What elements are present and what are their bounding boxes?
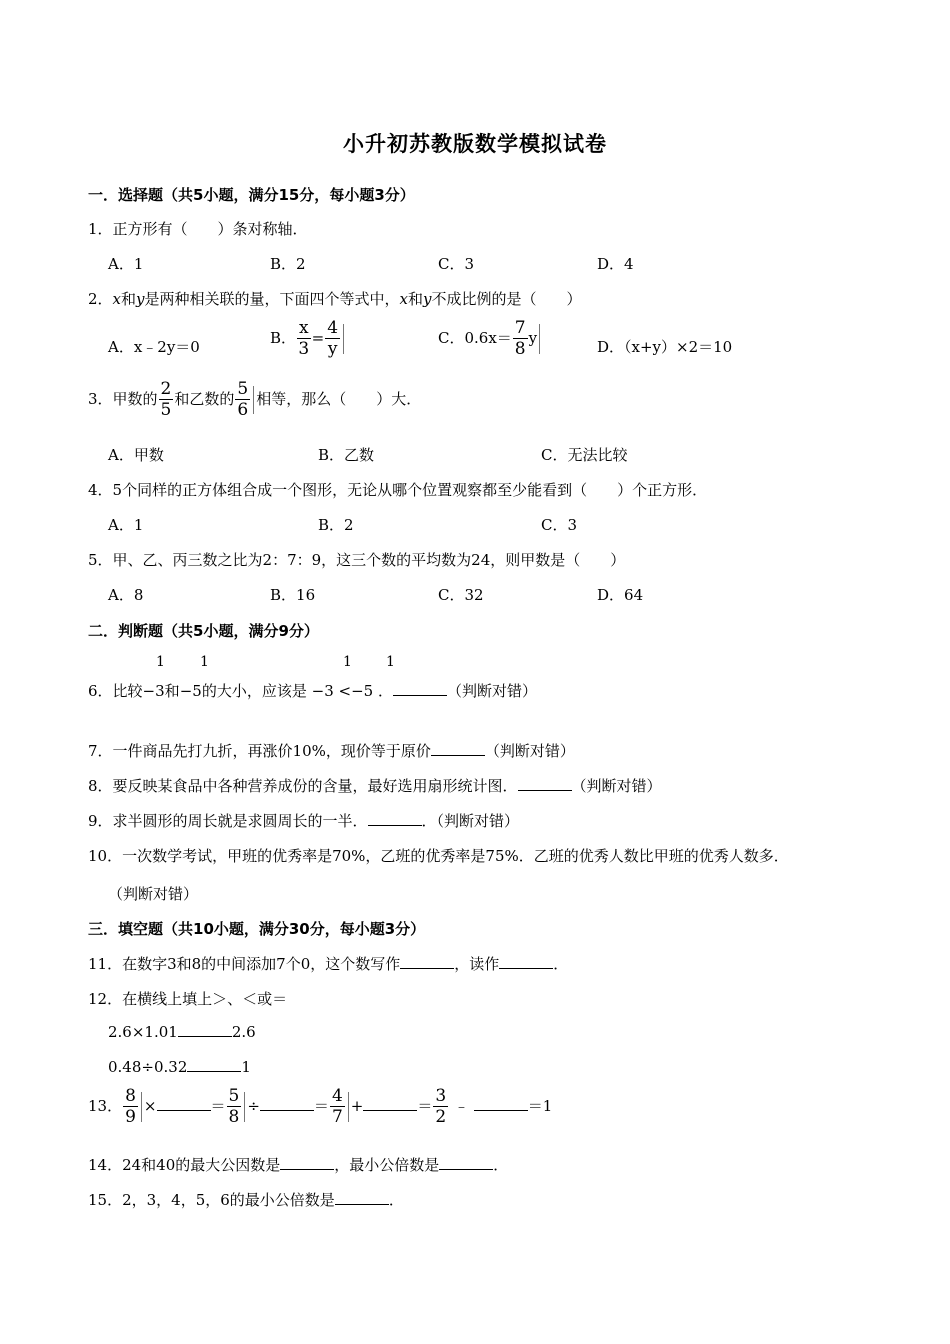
answer-blank[interactable] <box>280 1157 334 1170</box>
answer-blank[interactable] <box>499 956 553 969</box>
page-title: 小升初苏教版数学模拟试卷 <box>343 132 607 156</box>
question-5-stem: 5．甲、乙、丙三数之比为2：7：9，这三个数的平均数为24，则甲数是（ ） <box>88 551 626 569</box>
fraction: $\frac{x}{3}$ <box>298 318 310 359</box>
section-heading-judge: 二．判断题（共5小题，满分9分） <box>88 622 319 640</box>
question-12-stem: 12．在横线上填上＞、＜或＝ <box>88 990 288 1008</box>
question-13-stem: 13． $\frac{8}{9}$ × ＝ $\frac{5}{8}$ ÷ ＝ $\frac{4}{7}$ + ＝ $\frac{3}{2}$ ﹣ ＝1 <box>88 1086 553 1127</box>
answer-blank[interactable] <box>363 1098 417 1111</box>
question-11-stem: 11．在数字3和8的中间添加7个0，这个数写作 ，读作 ． <box>88 955 569 973</box>
answer-blank[interactable] <box>260 1098 314 1111</box>
answer-blank[interactable] <box>431 743 485 756</box>
section-heading-choice: 一．选择题（共5小题，满分15分，每小题3分） <box>88 186 415 204</box>
question-4-stem: 4．5个同样的正方体组合成一个图形，无论从哪个位置观察都至少能看到（ ）个正方形． <box>88 481 708 499</box>
answer-blank[interactable] <box>393 683 447 696</box>
question-7-stem: 7．一件商品先打九折，再涨价10%，现价等于原价 （判断对错） <box>88 742 575 760</box>
divider-mark <box>253 386 254 414</box>
divider-mark <box>141 1092 142 1122</box>
question-15-stem: 15．2，3，4，5，6的最小公倍数是 ． <box>88 1191 404 1209</box>
question-8-stem: 8．要反映某食品中各种营养成份的含量，最好选用扇形统计图． （判断对错） <box>88 777 662 795</box>
answer-blank[interactable] <box>439 1157 493 1170</box>
q3-option-b: B．乙数 <box>318 446 375 464</box>
q1-option-d: D．4 <box>597 255 634 273</box>
question-9-stem: 9．求半圆形的周长就是求圆周长的一半． ．（判断对错） <box>88 812 520 830</box>
divider-mark <box>539 324 540 354</box>
question-3-stem: 3．甲数的 $\frac{2}{5}$ 和乙数的 $\frac{5}{6}$ 相等，那么（ ）大． <box>88 379 422 420</box>
q4-option-b: B．2 <box>318 516 354 534</box>
q5-option-b: B．16 <box>270 586 316 604</box>
q2-option-a: A．x﹣2y＝0 <box>108 338 200 356</box>
question-2-stem: 2．x和y是两种相关联的量，下面四个等式中，x和y不成比例的是（ ） <box>88 290 582 308</box>
q1-option-a: A．1 <box>108 255 144 273</box>
q6-numerator: 1 <box>386 654 395 670</box>
fraction: $\frac{8}{9}$ <box>125 1086 136 1127</box>
q1-option-c: C．3 <box>438 255 475 273</box>
fraction: $\frac{3}{2}$ <box>435 1086 447 1127</box>
answer-blank[interactable] <box>157 1098 211 1111</box>
answer-blank[interactable] <box>187 1059 241 1072</box>
q4-option-a: A．1 <box>108 516 144 534</box>
q6-numerator: 1 <box>200 654 209 670</box>
fraction: $\frac{5}{6}$ <box>237 379 249 420</box>
q1-option-b: B．2 <box>270 255 306 273</box>
question-10-tail: （判断对错） <box>108 885 199 903</box>
question-10-stem: 10．一次数学考试，甲班的优秀率是70%，乙班的优秀率是75%．乙班的优秀人数比甲班的优秀人数多． <box>88 847 789 865</box>
q3-option-c: C．无法比较 <box>541 446 628 464</box>
q12-line-2: 0.48÷0.32 1 <box>108 1058 251 1076</box>
question-14-stem: 14．24和40的最大公因数是 ，最小公倍数是 ． <box>88 1156 509 1174</box>
answer-blank[interactable] <box>518 778 572 791</box>
divider-mark <box>343 324 344 354</box>
fraction: $\frac{2}{5}$ <box>160 379 172 420</box>
question-1-stem: 1．正方形有（ ）条对称轴． <box>88 220 308 238</box>
q2-option-d: D．（x+y）×2＝10 <box>597 338 733 356</box>
q2-option-c: C．0.6x＝ $\frac{7}{8}$ y <box>438 320 542 358</box>
fraction: $\frac{4}{y}$ <box>327 318 339 359</box>
q6-numerator: 1 <box>156 654 165 670</box>
section-heading-fill: 三．填空题（共10小题，满分30分，每小题3分） <box>88 920 426 938</box>
divider-mark <box>348 1092 349 1122</box>
answer-blank[interactable] <box>400 956 454 969</box>
q4-option-c: C．3 <box>541 516 578 534</box>
answer-blank[interactable] <box>368 813 422 826</box>
answer-blank[interactable] <box>178 1024 232 1037</box>
answer-blank[interactable] <box>474 1098 528 1111</box>
q5-option-d: D．64 <box>597 586 644 604</box>
divider-mark <box>244 1092 245 1122</box>
fraction: $\frac{5}{8}$ <box>228 1086 240 1127</box>
question-6-stem: 6．比较−3和−5的大小，应该是 −3 <−5 ． （判断对错） <box>88 682 538 700</box>
fraction: $\frac{7}{8}$ <box>514 318 526 359</box>
q2-option-b: B． $\frac{x}{3}$ = $\frac{4}{y}$ <box>270 320 346 358</box>
fraction: $\frac{4}{7}$ <box>331 1086 343 1127</box>
q6-numerator: 1 <box>343 654 352 670</box>
answer-blank[interactable] <box>335 1192 389 1205</box>
q5-option-c: C．32 <box>438 586 484 604</box>
q12-line-1: 2.6×1.01 2.6 <box>108 1023 256 1041</box>
q5-option-a: A．8 <box>108 586 144 604</box>
q3-option-a: A．甲数 <box>108 446 164 464</box>
